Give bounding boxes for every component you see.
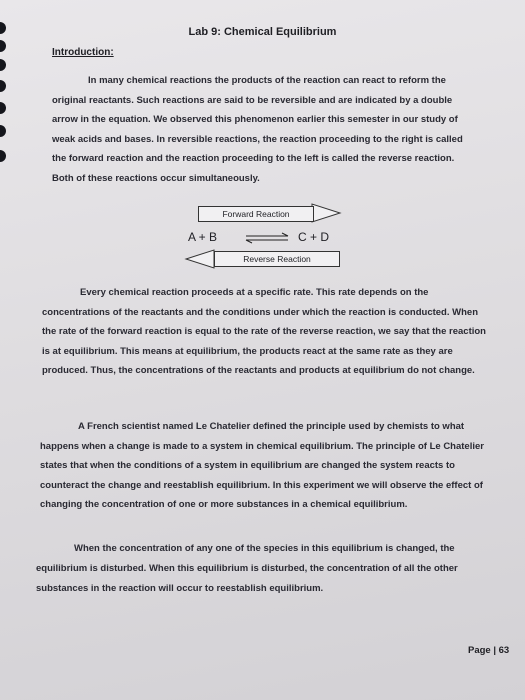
- forward-arrow-head: [312, 204, 340, 222]
- section-heading: Introduction:: [52, 47, 114, 58]
- page-title: Lab 9: Chemical Equilibrium: [188, 26, 337, 38]
- binder-hole: [0, 40, 6, 52]
- paragraph-le-chatelier: A French scientist named Le Chatelier defined the principle used by chemists to what happens when a change is made to a system in chemical equilibrium. The principle of Le Chatelier states that when the conditions of a system in equilibrium are changed the system reacts to counteract the change and reestablish equilibrium. In this experiment we will observe the effect of changing the concentration of one or more substances in a chemical equilibrium.: [40, 421, 484, 511]
- reactants-label: A + B: [188, 230, 218, 244]
- binder-holes: [0, 0, 8, 700]
- paragraph-introduction: In many chemical reactions the products of the reaction can react to reform the original reactants. Such reactions are said to be reversible and are indicated by a double arrow in the equation. We observed this phenomenon earlier this semester in our study of weak acids and bases. In reversible reactions, the reaction proceeding to the right is called the forward reaction and the reaction proceeding to the left is called the reverse reaction. Both of these reactions occur simultaneously.: [52, 75, 463, 184]
- reaction-diagram: [180, 200, 360, 272]
- binder-hole: [0, 150, 6, 162]
- binder-hole: [0, 59, 6, 71]
- forward-reaction-label: Forward Reaction: [198, 206, 314, 222]
- binder-hole: [0, 125, 6, 137]
- products-label: C + D: [298, 230, 330, 244]
- binder-hole: [0, 102, 6, 114]
- paragraph-disturbance: When the concentration of any one of the species in this equilibrium is changed, the equilibrium is disturbed. When this equilibrium is disturbed, the concentration of all the other substances in the reaction will occur to reestablish equilibrium.: [36, 543, 458, 594]
- reverse-reaction-label: Reverse Reaction: [214, 251, 340, 267]
- binder-hole: [0, 80, 6, 92]
- paragraph-rate: Every chemical reaction proceeds at a specific rate. This rate depends on the concentrations of the reactants and the conditions under which the reaction is conducted. When the rate of the forward reaction is equal to the rate of the reverse reaction, we say that the reaction is at equilibrium. This means at equilibrium, the products react at the same rate as they are produced. Thus, the concentrations of the reactants and products at equilibrium do not change.: [42, 287, 486, 377]
- reverse-arrow-head: [186, 250, 214, 268]
- page-number: Page | 63: [468, 645, 510, 656]
